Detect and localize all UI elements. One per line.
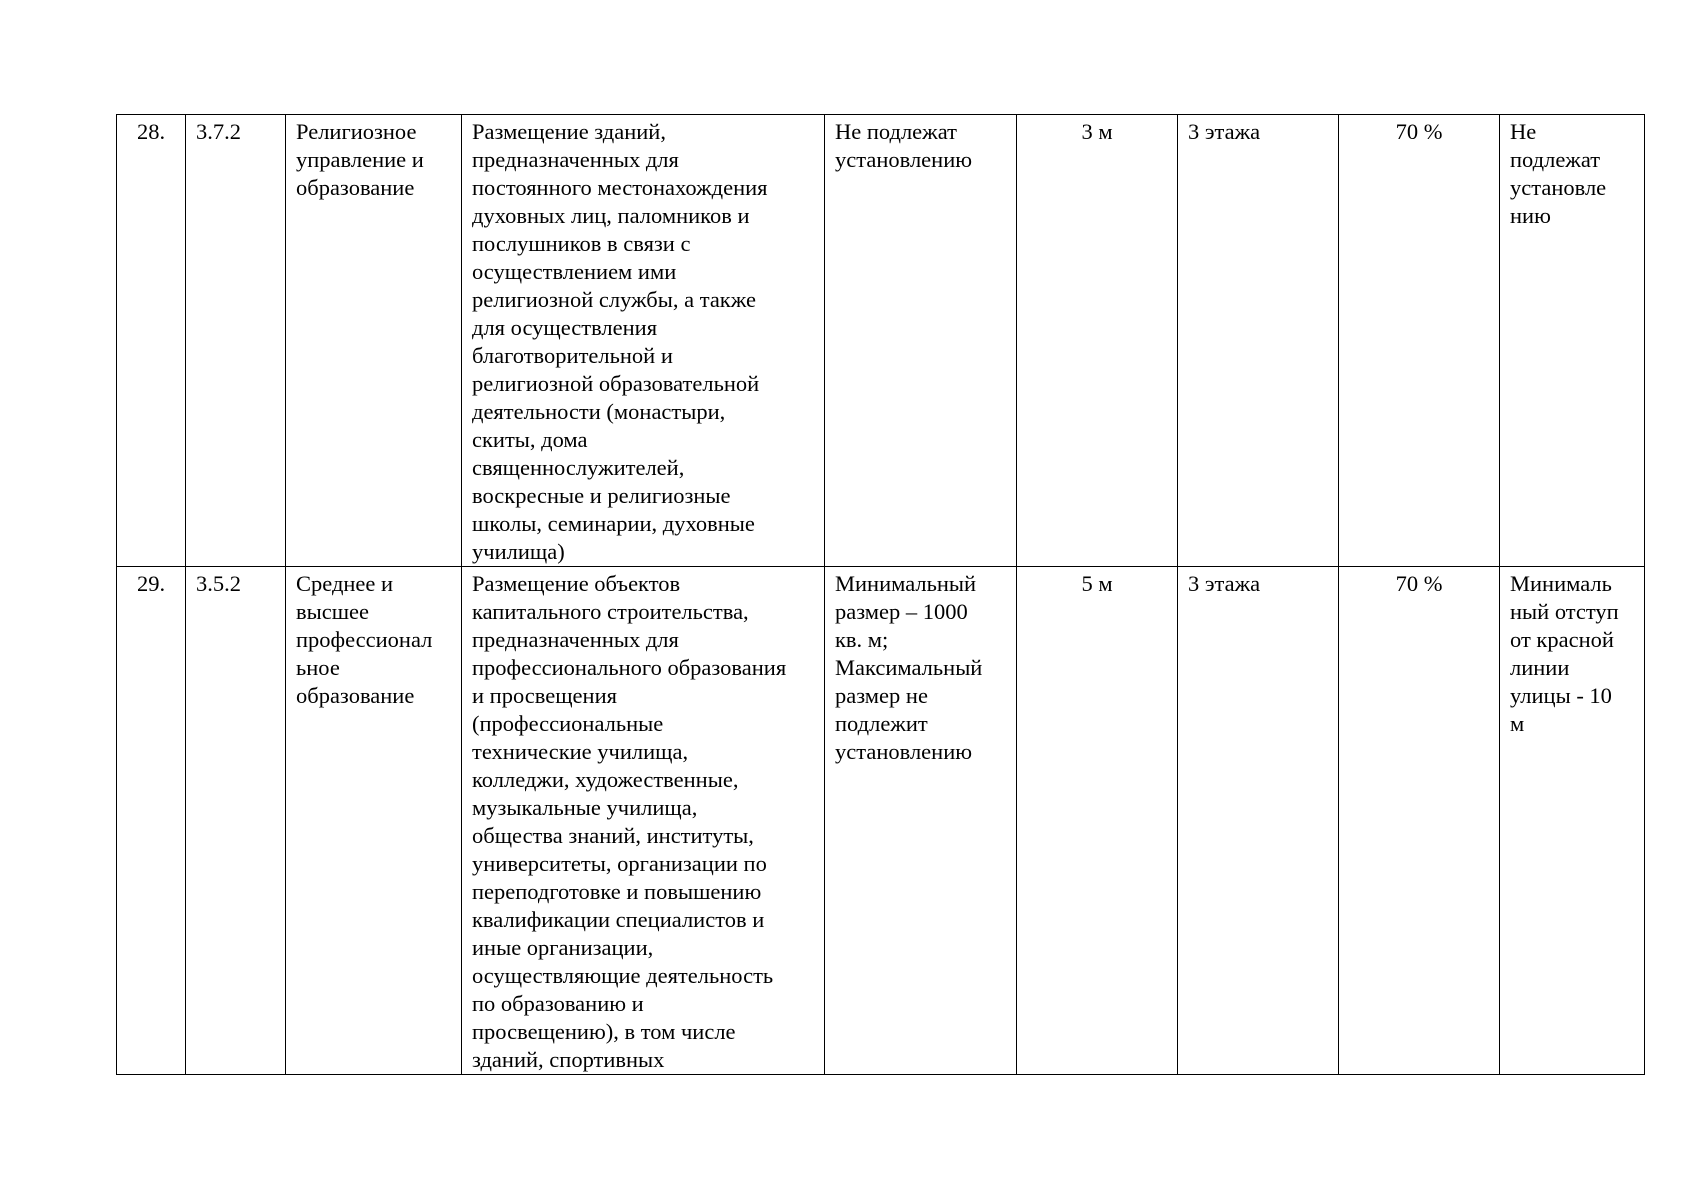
notes-cell xyxy=(1500,567,1645,1075)
use-code: 3.7.2 xyxy=(196,119,241,144)
coverage: 70 % xyxy=(1395,571,1443,596)
use-description: Размещение зданий, предназначенных для постоянного местонахождения духовных лиц, паломников и послушников в связи с осуществлением ими религиозной службы, а также для осуществления благотворительной и религиозной образовательной деятельности (монастыри, скиты, дома священнослужителей, воскресные и религиозные школы, семинарии, духовные училища) xyxy=(472,119,768,564)
setback-cell xyxy=(1017,115,1178,567)
notes-cell xyxy=(1500,115,1645,567)
table-row xyxy=(117,567,1645,1075)
description-cell xyxy=(462,115,825,567)
coverage: 70 % xyxy=(1395,119,1443,144)
use-name: Религиозное управление и образование xyxy=(296,119,424,200)
code-cell xyxy=(186,567,286,1075)
floors: 3 этажа xyxy=(1188,571,1261,596)
row-number: 29. xyxy=(136,571,166,596)
use-description: Размещение объектов капитального строительства, предназначенных для профессионального образования и просвещения (профессиональные технические училища, колледжи, художественные, музыкальные училища, общества знаний, институты, университеты, организации по переподготовке и повышению квалификации специалистов и иные организации, осуществляющие деятельность по образованию и просвещению), в том числе зданий, спортивных xyxy=(472,571,787,1072)
table-row xyxy=(117,115,1645,567)
plot-size: Не подлежат установлению xyxy=(835,119,973,172)
name-cell xyxy=(286,115,462,567)
use-name: Среднее и высшее профессионал ьное образование xyxy=(296,571,433,708)
floors-cell xyxy=(1178,567,1339,1075)
floors: 3 этажа xyxy=(1188,119,1261,144)
setback: 5 м xyxy=(1081,571,1113,596)
setback: 3 м xyxy=(1081,119,1113,144)
row-number: 28. xyxy=(136,119,166,144)
notes: Минималь ный отступ от красной линии улицы - 10 м xyxy=(1510,571,1619,736)
notes: Не подлежат установле нию xyxy=(1510,119,1607,228)
coverage-cell xyxy=(1339,567,1500,1075)
plot-size-cell xyxy=(825,115,1017,567)
description-cell xyxy=(462,567,825,1075)
floors-cell xyxy=(1178,115,1339,567)
setback-cell xyxy=(1017,567,1178,1075)
row-number-cell xyxy=(117,115,186,567)
plot-size-cell xyxy=(825,567,1017,1075)
plot-size: Минимальный размер – 1000 кв. м; Максимальный размер не подлежит установлению xyxy=(835,571,983,764)
row-number-cell xyxy=(117,567,186,1075)
use-code: 3.5.2 xyxy=(196,571,241,596)
name-cell xyxy=(286,567,462,1075)
land-use-regulations-table xyxy=(116,114,1645,1075)
coverage-cell xyxy=(1339,115,1500,567)
code-cell xyxy=(186,115,286,567)
